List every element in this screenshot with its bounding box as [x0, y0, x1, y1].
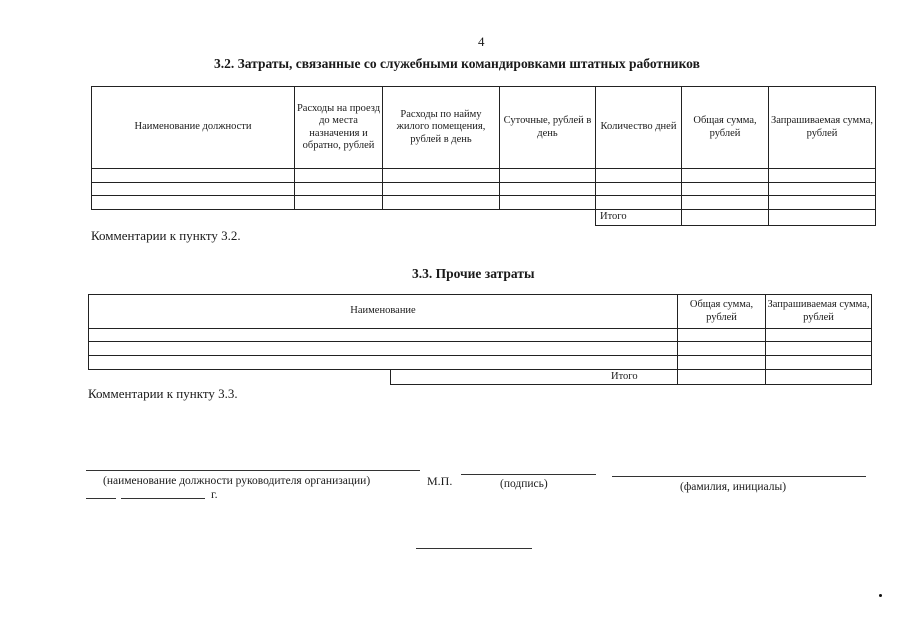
- table-cell[interactable]: [500, 169, 596, 183]
- table-cell[interactable]: [383, 183, 500, 196]
- header-cell-travel-expenses: Расходы на проезд до места назначения и обратно, рублей: [295, 87, 383, 169]
- table-cell[interactable]: [766, 329, 872, 342]
- date-month-line[interactable]: [121, 498, 205, 499]
- table-row: [92, 196, 876, 210]
- table-cell[interactable]: [596, 183, 682, 196]
- table-cell[interactable]: [92, 196, 295, 210]
- table-cell[interactable]: [295, 196, 383, 210]
- header-cell-days: Количество дней: [596, 87, 682, 169]
- table-cell[interactable]: [678, 342, 766, 356]
- table-row: [89, 356, 872, 370]
- header-cell-housing-expenses: Расходы по найму жилого помещения, рублей в день: [383, 87, 500, 169]
- section-3-2-title: 3.2. Затраты, связанные со служебными командировками штатных работников: [214, 56, 700, 71]
- table-cell[interactable]: [89, 329, 678, 342]
- table-row: [92, 183, 876, 196]
- year-suffix: г.: [211, 487, 218, 501]
- table-cell[interactable]: [500, 183, 596, 196]
- table-cell[interactable]: [596, 196, 682, 210]
- date-day-line[interactable]: [86, 498, 116, 499]
- table-cell[interactable]: [500, 196, 596, 210]
- header-row: [92, 87, 876, 169]
- header-cell-name: Наименование: [89, 295, 678, 329]
- header-cell-total-amount: Общая сумма, рублей: [682, 87, 769, 169]
- total-requested-cell[interactable]: [766, 370, 872, 385]
- position-caption: (наименование должности руководителя организации): [103, 475, 371, 487]
- header-cell-requested-amount: Запрашиваемая сумма, рублей: [766, 295, 872, 329]
- table-row: [89, 329, 872, 342]
- comment-3-2: Комментарии к пункту 3.2.: [91, 228, 241, 243]
- table-cell[interactable]: [682, 169, 769, 183]
- table-cell[interactable]: [89, 356, 678, 370]
- table-cell[interactable]: [682, 183, 769, 196]
- page-number: 4: [478, 34, 485, 49]
- name-line[interactable]: [612, 476, 866, 477]
- total-row: [89, 370, 872, 385]
- header-cell-position: Наименование должности: [92, 87, 295, 169]
- comment-3-3: Комментарии к пункту 3.3.: [88, 386, 238, 401]
- table-cell[interactable]: [769, 169, 876, 183]
- table-cell[interactable]: [678, 329, 766, 342]
- name-caption: (фамилия, инициалы): [680, 481, 787, 493]
- header-cell-total-amount: Общая сумма, рублей: [678, 295, 766, 329]
- stamp-label: М.П.: [427, 474, 453, 488]
- header-cell-requested-amount: Запрашиваемая сумма, рублей: [769, 87, 876, 169]
- table-cell[interactable]: [92, 183, 295, 196]
- total-amount-cell[interactable]: [678, 370, 766, 385]
- table-cell[interactable]: [769, 196, 876, 210]
- separator-line: [416, 548, 532, 549]
- table-cell[interactable]: [596, 169, 682, 183]
- position-line[interactable]: [86, 470, 420, 471]
- table-cell[interactable]: [92, 169, 295, 183]
- header-row: [89, 295, 872, 329]
- table-cell[interactable]: [769, 183, 876, 196]
- table-cell[interactable]: [766, 342, 872, 356]
- total-requested-cell[interactable]: [769, 210, 876, 226]
- total-label: Итого: [391, 370, 678, 385]
- section-3-3-title: 3.3. Прочие затраты: [412, 266, 535, 281]
- table-row: [89, 342, 872, 356]
- total-amount-cell[interactable]: [682, 210, 769, 226]
- total-label: Итого: [596, 210, 682, 226]
- table-cell[interactable]: [295, 169, 383, 183]
- table-cell[interactable]: [678, 356, 766, 370]
- header-cell-per-diem: Суточные, рублей в день: [500, 87, 596, 169]
- table-cell[interactable]: [766, 356, 872, 370]
- table-cell[interactable]: [383, 169, 500, 183]
- business-trip-expenses-table: [91, 86, 876, 226]
- signature-line[interactable]: [461, 474, 596, 475]
- table-row: [92, 169, 876, 183]
- signature-caption: (подпись): [500, 478, 548, 490]
- table-cell[interactable]: [89, 342, 678, 356]
- other-expenses-table: [88, 294, 872, 385]
- table-cell[interactable]: [383, 196, 500, 210]
- page-dot: [879, 594, 882, 597]
- table-cell[interactable]: [682, 196, 769, 210]
- table-cell[interactable]: [295, 183, 383, 196]
- total-row: [92, 210, 876, 226]
